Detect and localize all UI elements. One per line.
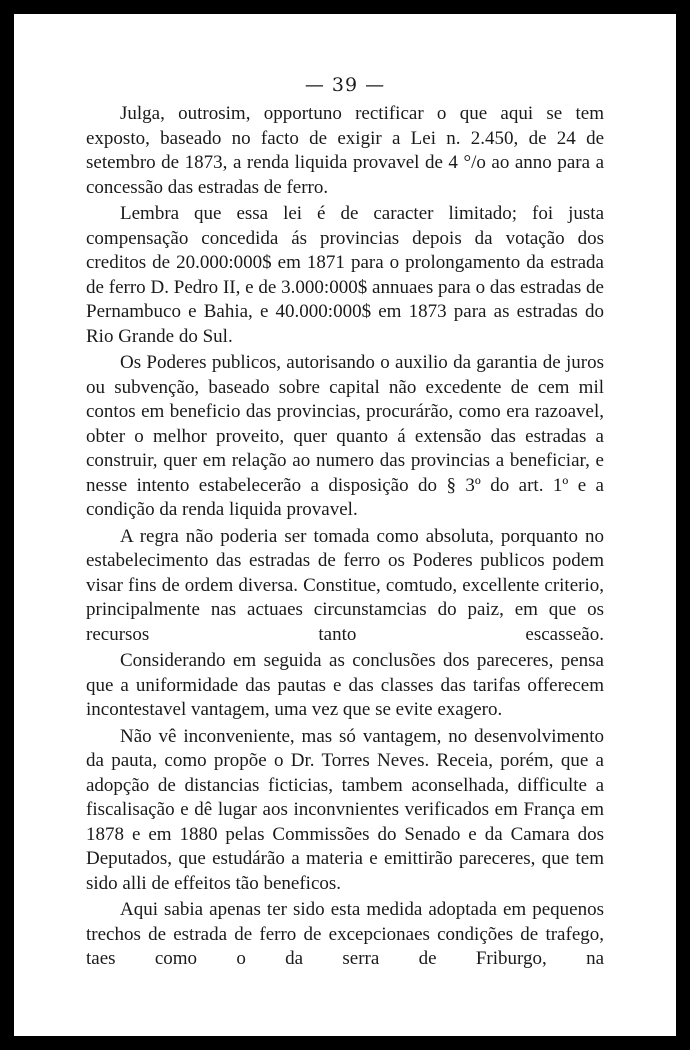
paragraph-7: Aqui sabia apenas ter sido esta medida adoptada em pequenos trechos de estrada de ferro de excepcionaes condições de trafego, taes como o da serra de Friburgo, na [86, 899, 604, 969]
body-text [86, 102, 604, 972]
page-number: — 39 — [304, 74, 386, 96]
paragraph-1: Julga, outrosim, opportuno rectificar o que aqui se tem exposto, baseado no facto de exigir a Lei n. 2.450, de 24 de setembro de 1873, a renda liquida provavel de 4 °/o ao anno para a concessão das estradas de ferro. [86, 103, 604, 198]
document-page [14, 14, 676, 1036]
paragraph-3: Os Poderes publicos, autorisando o auxilio da garantia de juros ou subvenção, baseado sobre capital não excedente de cem mil contos em beneficio das provincias, procurárão, como era razoavel, obter o melhor proveito, quer quanto á extensão das estradas a construir, quer em relação ao numero das provincias a beneficiar, e nesse intento estabelecerão a disposição do § 3º do art. 1º e a condição da renda liquida provavel. [86, 352, 604, 520]
paragraph-6: Não vê inconveniente, mas só vantagem, no desenvolvimento da pauta, como propõe o Dr. Torres Neves. Receia, porém, que a adopção de distancias ficticias, tambem aconselhada, difficulte a fiscalisação e dê lugar aos inconvnientes verificados em França em 1878 e em 1880 pelas Commissões do Senado e da Camara dos Deputados, que estudárão a materia e emittirão pareceres, que tem sido alli de effeitos tão beneficos. [86, 725, 604, 894]
paragraph-2: Lembra que essa lei é de caracter limitado; foi justa compensação concedida ás provincias depois da votação dos creditos de 20.000:000$ em 1871 para o prolongamento da estrada de ferro D. Pedro II, e de 3.000:000$ annuaes para o das estradas de Pernambuco e Bahia, e 40.000:000$ em 1873 para as estradas do Rio Grande do Sul. [86, 203, 604, 347]
paragraph-4: A regra não poderia ser tomada como absoluta, porquanto no estabelecimento das estradas de ferro os Poderes publicos podem visar fins de ordem diversa. Constitue, comtudo, excellente criterio, principalmente nas actuaes circunstamcias do paiz, em que os recursos tanto escasseão. [86, 525, 604, 645]
paragraph-5: Considerando em seguida as conclusões dos pareceres, pensa que a uniformidade das pautas e das classes das tarifas offerecem incontestavel vantagem, uma vez que se evite exagero. [86, 650, 604, 720]
